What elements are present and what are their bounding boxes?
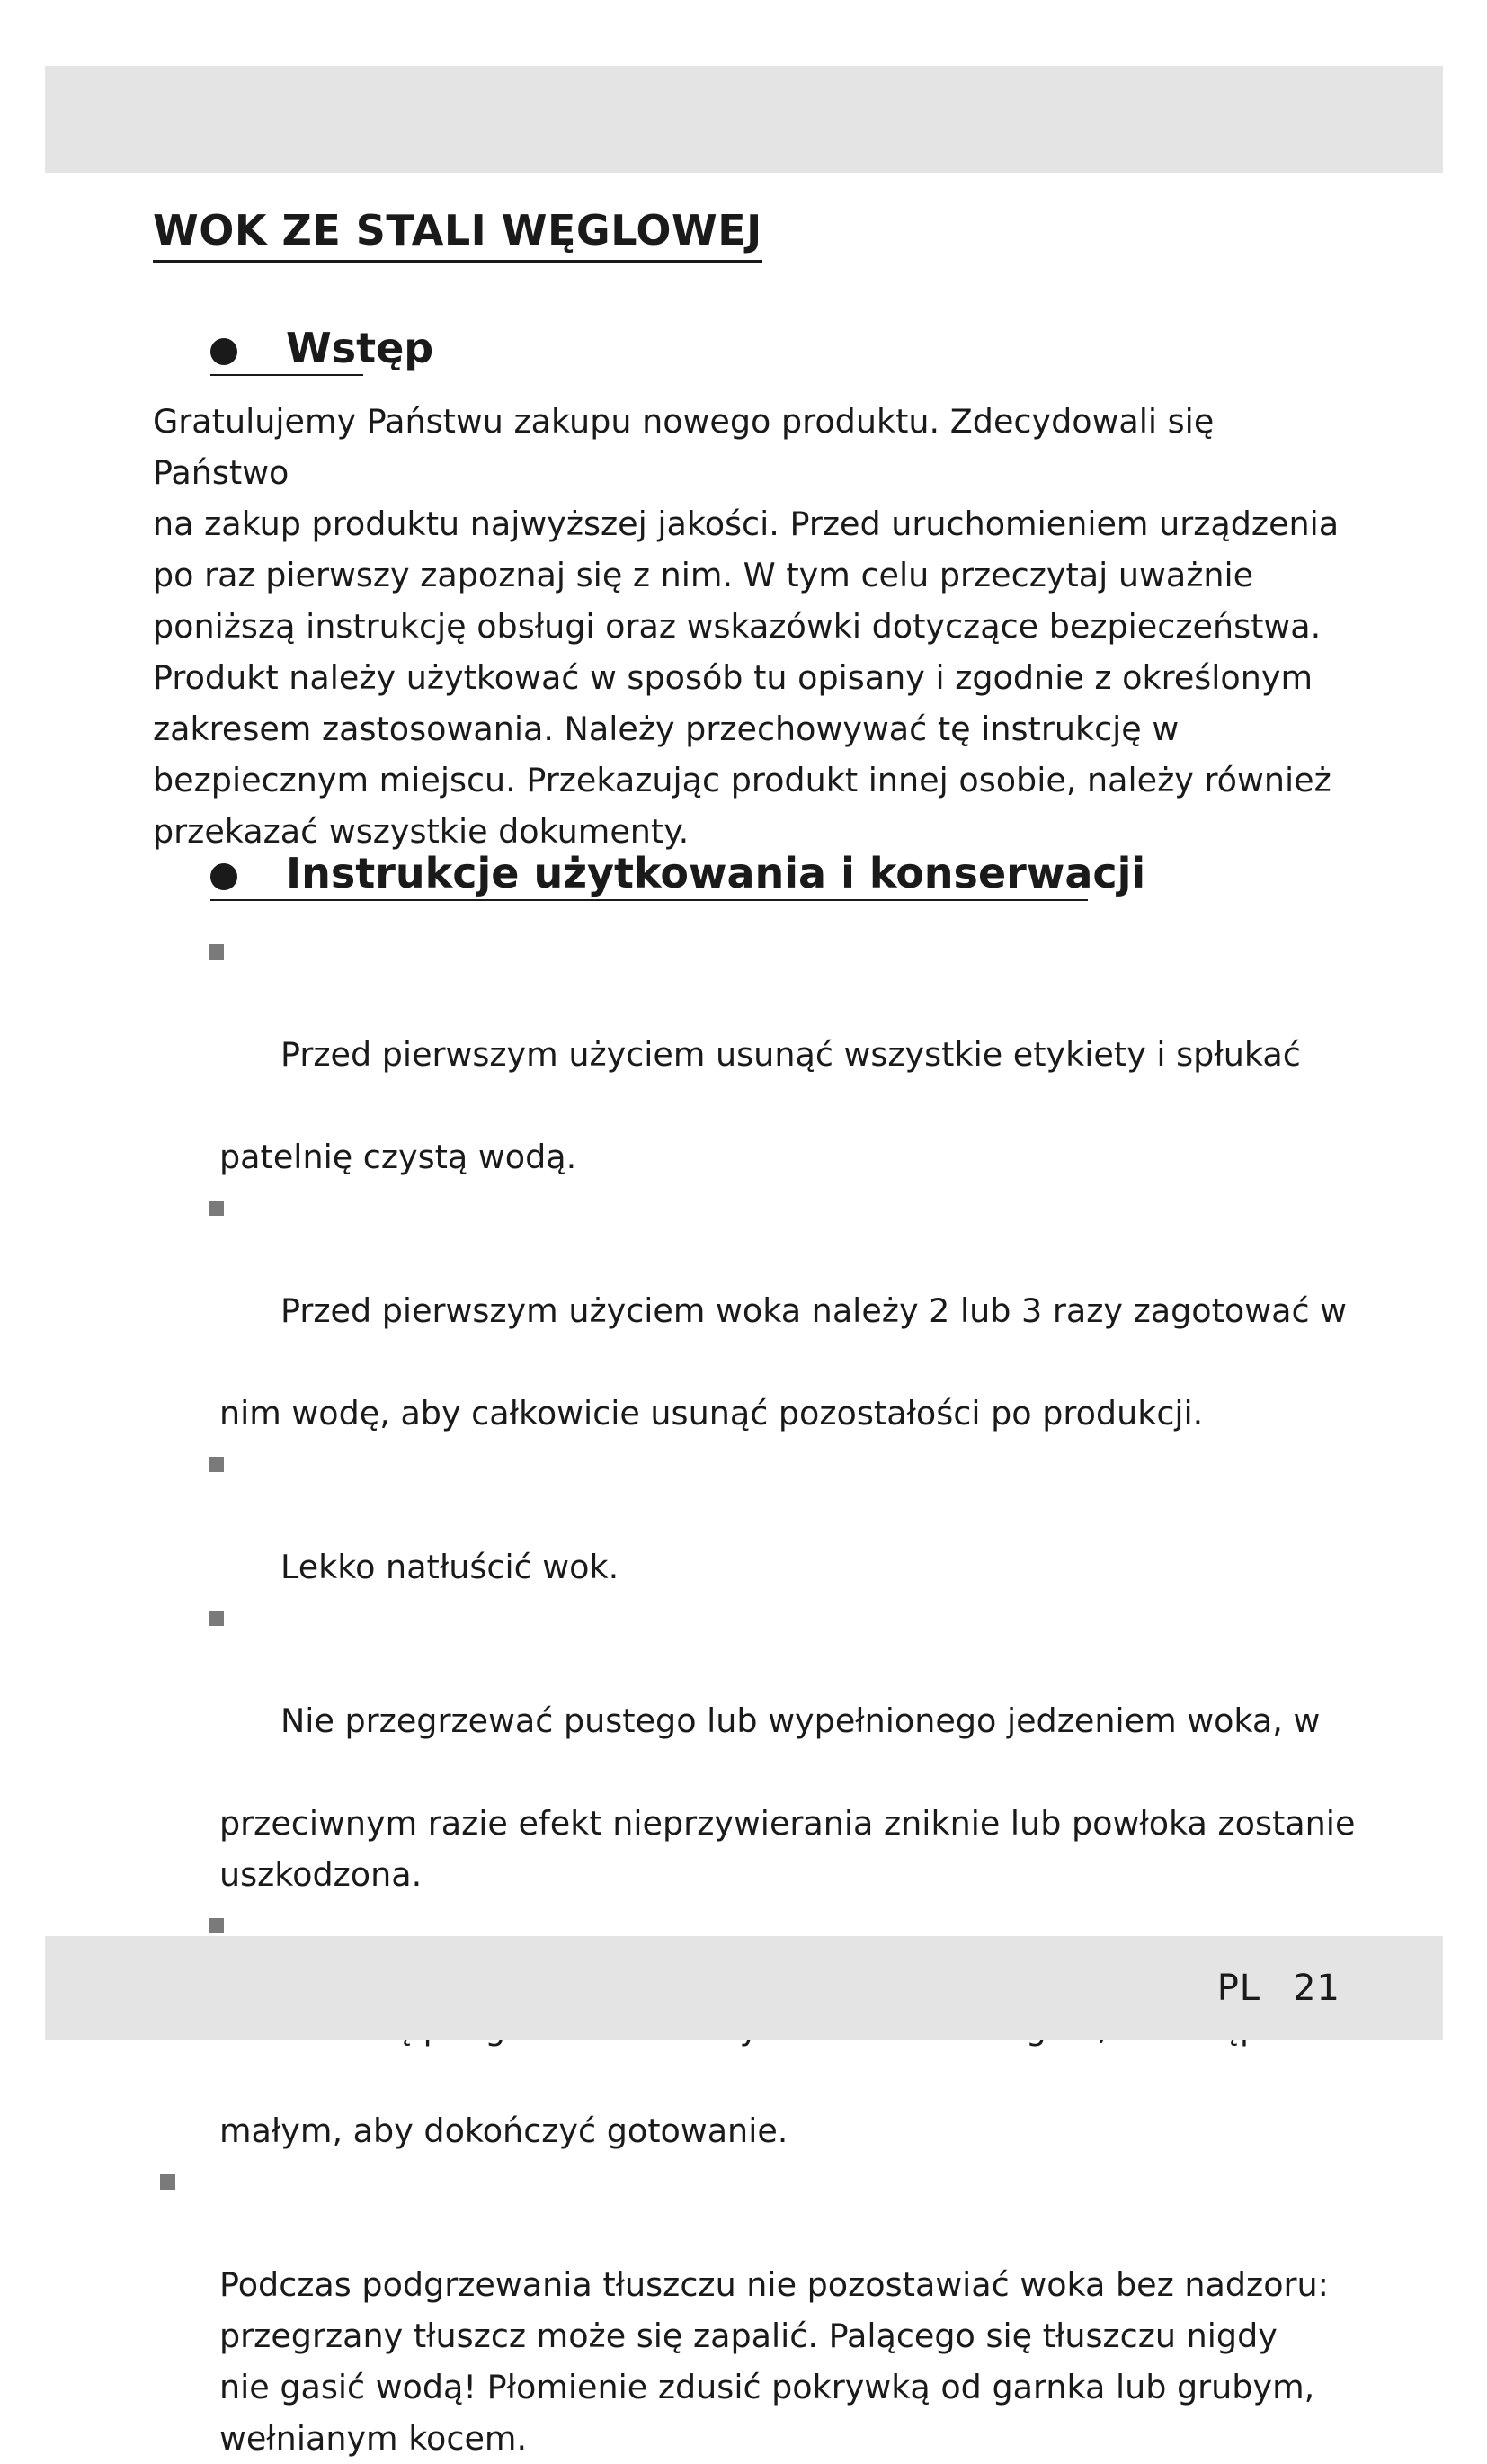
square-bullet-icon <box>209 944 224 960</box>
list-item-first-line: Nie przegrzewać pustego lub wypełnionego jedzeniem woka, w <box>280 1701 1321 1740</box>
list-item <box>153 1593 1367 1900</box>
list-item-text: Podczas podgrzewania tłuszczu nie pozostawiać woka bez nadzoru: przegrzany tłuszcz może się zapalić. Palącego się tłuszczu nigdy nie gasić wodą! Płomienie zdusić pokrywką od garnka lub grubym, wełnianym kocem. <box>219 2265 1329 2458</box>
list-item-first-line: Przed pierwszym użyciem woka należy 2 lub 3 razy zagotować w <box>280 1291 1347 1330</box>
section-heading-intro-text <box>286 324 434 376</box>
list-item <box>153 1183 1367 1439</box>
document-title: WOK ZE STALI WĘGLOWEJ <box>153 210 762 263</box>
intro-paragraph: Gratulujemy Państwu zakupu nowego produktu. Zdecydowali się Państwo na zakup produktu najwyższej jakości. Przed uruchomieniem urządzenia po raz pierwszy zapoznaj się z nim. W tym celu przeczytaj uważnie poniższą instrukcję obsługi oraz wskazówki dotyczące bezpieczeństwa. Produkt należy użytkować w sposób tu opisany i zgodnie z określonym zakresem zastosowania. Należy przechowywać tę instrukcję w bezpiecznym miejscu. Przekazując produkt innej osobie, należy również przekazać wszystkie dokumenty. <box>153 402 1340 851</box>
usage-instructions-list <box>153 926 1367 2464</box>
square-bullet-icon <box>209 1457 224 1472</box>
list-item-first-line: Przed pierwszym użyciem usunąć wszystkie etykiety i spłukać <box>280 1035 1301 1074</box>
section-heading-intro <box>210 324 434 376</box>
heading-bullet-icon <box>210 338 237 365</box>
header-band <box>45 66 1443 173</box>
square-bullet-icon <box>209 1201 224 1216</box>
section-heading-usage-text <box>286 849 1146 901</box>
list-item-continuation: przeciwnym razie efekt nieprzywierania zniknie lub powłoka zostanie uszkodzona. <box>219 1804 1356 1894</box>
section-heading-usage <box>210 849 1146 901</box>
section-heading-intro-label: Wstęp <box>286 324 434 372</box>
list-item <box>153 926 1367 1183</box>
heading-bullet-icon <box>210 863 237 890</box>
section-heading-usage-label: Instrukcje użytkowania i konserwacji <box>286 849 1146 897</box>
language-code: PL <box>1216 1968 1261 2009</box>
square-bullet-icon <box>209 1611 224 1626</box>
list-item <box>153 1439 1367 1593</box>
list-item-continuation: patelnię czystą wodą. <box>219 1138 577 1176</box>
square-bullet-icon <box>209 1918 224 1933</box>
list-item-warning <box>153 2156 1367 2464</box>
list-item-continuation: małym, aby dokończyć gotowanie. <box>219 2111 788 2150</box>
list-item-continuation: nim wodę, aby całkowicie usunąć pozostałości po produkcji. <box>219 1394 1204 1433</box>
heading-underline <box>210 899 1088 901</box>
square-bullet-icon <box>160 2174 175 2190</box>
page-number: 21 <box>1293 1968 1340 2009</box>
page-footer <box>1217 1968 1340 2009</box>
list-item-first-line: Lekko natłuścić wok. <box>280 1548 619 1586</box>
heading-underline <box>210 374 363 376</box>
